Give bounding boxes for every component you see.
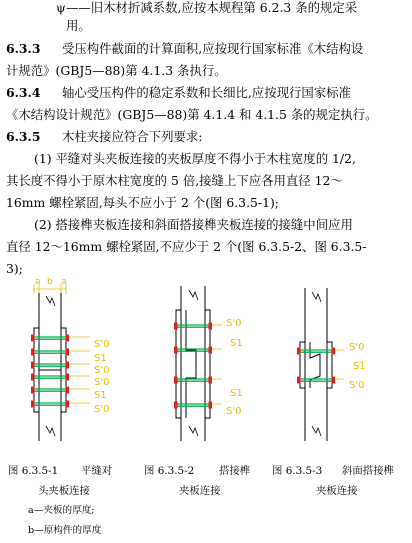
item-2-line-3: 3); (6, 261, 23, 276)
caption-fig-1-title-2: 头夹板连接 (38, 485, 90, 497)
bolt-icon (31, 374, 69, 381)
section-6-3-4-text: 轴心受压构件的稳定系数和长细比,应按现行国家标准 (62, 85, 351, 100)
caption-fig-1-title: 平缝对 (81, 465, 113, 477)
note-b: b—原构件的厚度 (28, 525, 102, 536)
fig1-label-2: S1 (94, 353, 107, 364)
caption-fig-3-title: 斜面搭接榫 (342, 465, 394, 477)
bolt-icon (31, 401, 69, 408)
bolt-icon (174, 323, 212, 330)
section-6-3-3-text: 受压构件截面的计算面积,应按现行国家标准《木结构设 (62, 41, 364, 56)
fig2-label-1: S'0 (226, 318, 242, 329)
figure-6-3-5-1 (34, 284, 90, 441)
text-line-4: 计规范》(GBJ5—88)第 4.1.3 条执行。 (6, 63, 227, 78)
caption-fig-2-number: 图 6.3.5-2 (144, 465, 195, 477)
item-2-line-2: 直径 12～16mm 螺栓紧固,不应少于 2 个(图 6.3.5-2、图 6.3.5- (6, 239, 367, 254)
fig1-label-6: S'0 (94, 404, 110, 415)
figures-drawing (0, 276, 412, 456)
fig3-label-1: S'0 (349, 342, 365, 353)
fig1-dim-a-right: a (61, 277, 67, 287)
bolt-icon (31, 387, 69, 394)
caption-fig-3-number: 图 6.3.5-3 (272, 465, 323, 477)
note-a: a—夹板的厚度; (28, 505, 95, 516)
fig1-label-3: S'0 (94, 365, 110, 376)
fig2-label-3: S1 (230, 388, 243, 399)
section-6-3-5-text: 木柱夹接应符合下列要求: (62, 129, 203, 144)
fig2-label-4: S'0 (226, 406, 242, 417)
fig3-label-2: S1 (353, 361, 366, 372)
caption-fig-3-title-2: 夹板连接 (316, 485, 358, 497)
fig1-label-4: S'0 (94, 377, 110, 388)
fig1-label-1: S'0 (94, 339, 110, 350)
caption-fig-2-title-2: 夹板连接 (179, 485, 221, 497)
bolt-icon (31, 362, 69, 369)
bolt-icon (31, 335, 69, 342)
fig1-dim-b: b (47, 277, 53, 287)
caption-fig-2-title: 搭接榫 (219, 465, 251, 477)
fig2-label-2: S1 (230, 338, 243, 349)
text-line-1: ——旧木材折减系数,应按本规程第 6.2.3 条的规定采 (66, 0, 358, 15)
fig1-dim-a-left: a (35, 277, 41, 287)
bolt-icon (174, 402, 212, 409)
section-6-3-3-number: 6.3.3 (6, 41, 41, 56)
fig1-label-5: S1 (94, 390, 107, 401)
item-1-line-1: (1) 平缝对头夹板连接的夹板厚度不得小于木柱宽度的 1/2, (34, 151, 356, 166)
text-line-6: 《木结构设计规范》(GBJ5—88)第 4.1.4 和 4.1.5 条的规定执行。 (6, 107, 378, 122)
section-6-3-5-number: 6.3.5 (6, 129, 41, 144)
bolt-icon (297, 348, 335, 355)
item-1-line-2: 其长度不得小于原木柱宽度的 5 倍,接缝上下应各用直径 12～ (6, 173, 343, 188)
item-2-line-1: (2) 搭接榫夹板连接和斜面搭接榫夹板连接的接缝中间应用 (34, 217, 353, 232)
psi-symbol: ψ (56, 0, 66, 15)
figure-6-3-5-3 (300, 288, 344, 441)
caption-fig-1-number: 图 6.3.5-1 (8, 465, 59, 477)
section-6-3-4-number: 6.3.4 (6, 85, 41, 100)
fig3-label-3: S'0 (349, 380, 365, 391)
figure-6-3-5-2 (176, 286, 222, 441)
text-line-2: 用。 (66, 18, 91, 33)
bolt-icon (31, 349, 69, 356)
item-1-line-3: 16mm 螺栓紧固,每头不应小于 2 个(图 6.3.5-1); (6, 195, 279, 210)
